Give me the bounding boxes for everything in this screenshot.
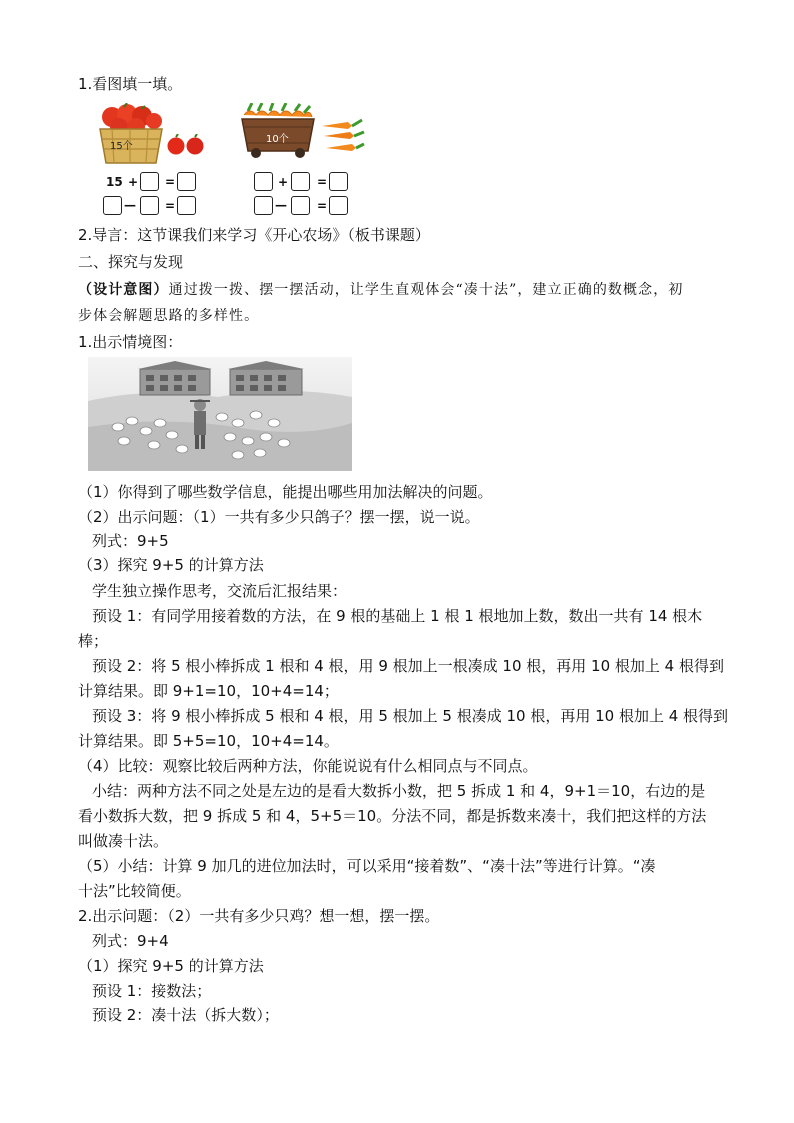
text-line: （2）出示问题：（1）一共有多少只鸽子？摆一摆，说一说。 bbox=[78, 508, 480, 526]
answer-box[interactable] bbox=[177, 172, 196, 191]
equals-sign: = bbox=[317, 199, 328, 213]
text-line: （5）小结：计算 9 加几的进位加法时，可以采用“接着数”、“凑十法”等进行计算。“凑 bbox=[78, 857, 656, 875]
answer-box[interactable] bbox=[291, 196, 310, 215]
text-line: 预设 3：将 9 根小棒拆成 5 根和 4 根，用 5 根加上 5 根凑成 10 根，再用 10 根加上 4 根得到 bbox=[92, 707, 729, 725]
design-intent-line: （设计意图）通过拨一拨、摆一摆活动，让学生直观体会“凑十法”，建立正确的数概念，初 bbox=[78, 282, 684, 298]
plus-sign: + bbox=[278, 175, 289, 189]
text-line: 列式：9+5 bbox=[92, 532, 169, 550]
text-line: 计算结果。即 9+1=10，10+4=14； bbox=[78, 682, 339, 700]
answer-box[interactable] bbox=[254, 172, 273, 191]
text-line: （4）比较：观察比较后两种方法，你能说说有什么相同点与不同点。 bbox=[78, 757, 538, 775]
text-line: 预设 1：有同学用接着数的方法，在 9 根的基础上 1 根 1 根地加上数，数出一共有 14 根木 bbox=[92, 607, 703, 625]
cart-count-label: 10个 bbox=[266, 134, 289, 145]
apple-basket-image bbox=[96, 103, 166, 165]
answer-box[interactable] bbox=[291, 172, 310, 191]
text-line: 预设 1：接数法； bbox=[92, 982, 212, 1000]
answer-box[interactable] bbox=[329, 172, 348, 191]
carrots-icon bbox=[318, 118, 366, 160]
text-line: 小结：两种方法不同之处是左边的是看大数拆小数，把 5 拆成 1 和 4，9+1＝10，右边的是 bbox=[92, 782, 706, 800]
scene-title: 1.出示情境图： bbox=[78, 333, 183, 351]
text-line: （1）探究 9+5 的计算方法 bbox=[78, 957, 264, 975]
minus-sign: — bbox=[275, 198, 287, 212]
answer-box[interactable] bbox=[140, 172, 159, 191]
design-intent-label: （设计意图） bbox=[78, 282, 169, 298]
two-apples-icon bbox=[166, 134, 206, 156]
item-1-title: 1.看图填一填。 bbox=[78, 75, 183, 93]
text-line: 预设 2：凑十法（拆大数）； bbox=[92, 1006, 279, 1024]
answer-box[interactable] bbox=[329, 196, 348, 215]
equals-sign: = bbox=[165, 175, 176, 189]
answer-box[interactable] bbox=[103, 196, 122, 215]
answer-box[interactable] bbox=[140, 196, 159, 215]
text-line: 看小数拆大数，把 9 拆成 5 和 4，5+5＝10。分法不同，都是拆数来凑十，我们把这样的方法 bbox=[78, 807, 707, 825]
text-line: 计算结果。即 5+5=10，10+4=14。 bbox=[78, 732, 339, 750]
equation-number-15: 15 bbox=[106, 175, 123, 189]
section-heading: 二、探究与发现 bbox=[78, 253, 184, 271]
text-line: （3）探究 9+5 的计算方法 bbox=[78, 556, 264, 574]
basket-count-label: 15个 bbox=[110, 141, 133, 152]
equals-sign: = bbox=[165, 199, 176, 213]
answer-box[interactable] bbox=[254, 196, 273, 215]
item-2-intro: 2.导言：这节课我们来学习《开心农场》（板书课题） bbox=[78, 226, 430, 244]
text-line: （1）你得到了哪些数学信息，能提出哪些用加法解决的问题。 bbox=[78, 483, 493, 501]
text-line: 2.出示问题：（2）一共有多少只鸡？想一想，摆一摆。 bbox=[78, 907, 440, 925]
text-line: 学生独立操作思考，交流后汇报结果： bbox=[92, 582, 348, 600]
equals-sign: = bbox=[317, 175, 328, 189]
text-line: 棒； bbox=[78, 632, 109, 650]
text-line: 列式：9+4 bbox=[92, 932, 169, 950]
minus-sign: — bbox=[124, 198, 136, 212]
answer-box[interactable] bbox=[177, 196, 196, 215]
plus-sign: + bbox=[128, 175, 139, 189]
carrot-cart-image bbox=[240, 103, 316, 159]
text-line: 叫做凑十法。 bbox=[78, 832, 169, 850]
text-line: 预设 2：将 5 根小棒拆成 1 根和 4 根，用 9 根加上一根凑成 10 根，再用 10 根加上 4 根得到 bbox=[92, 657, 724, 675]
design-intent-line: 步体会解题思路的多样性。 bbox=[78, 308, 260, 324]
text-line: 十法”比较简便。 bbox=[78, 882, 191, 900]
farm-scene-image bbox=[88, 357, 352, 471]
